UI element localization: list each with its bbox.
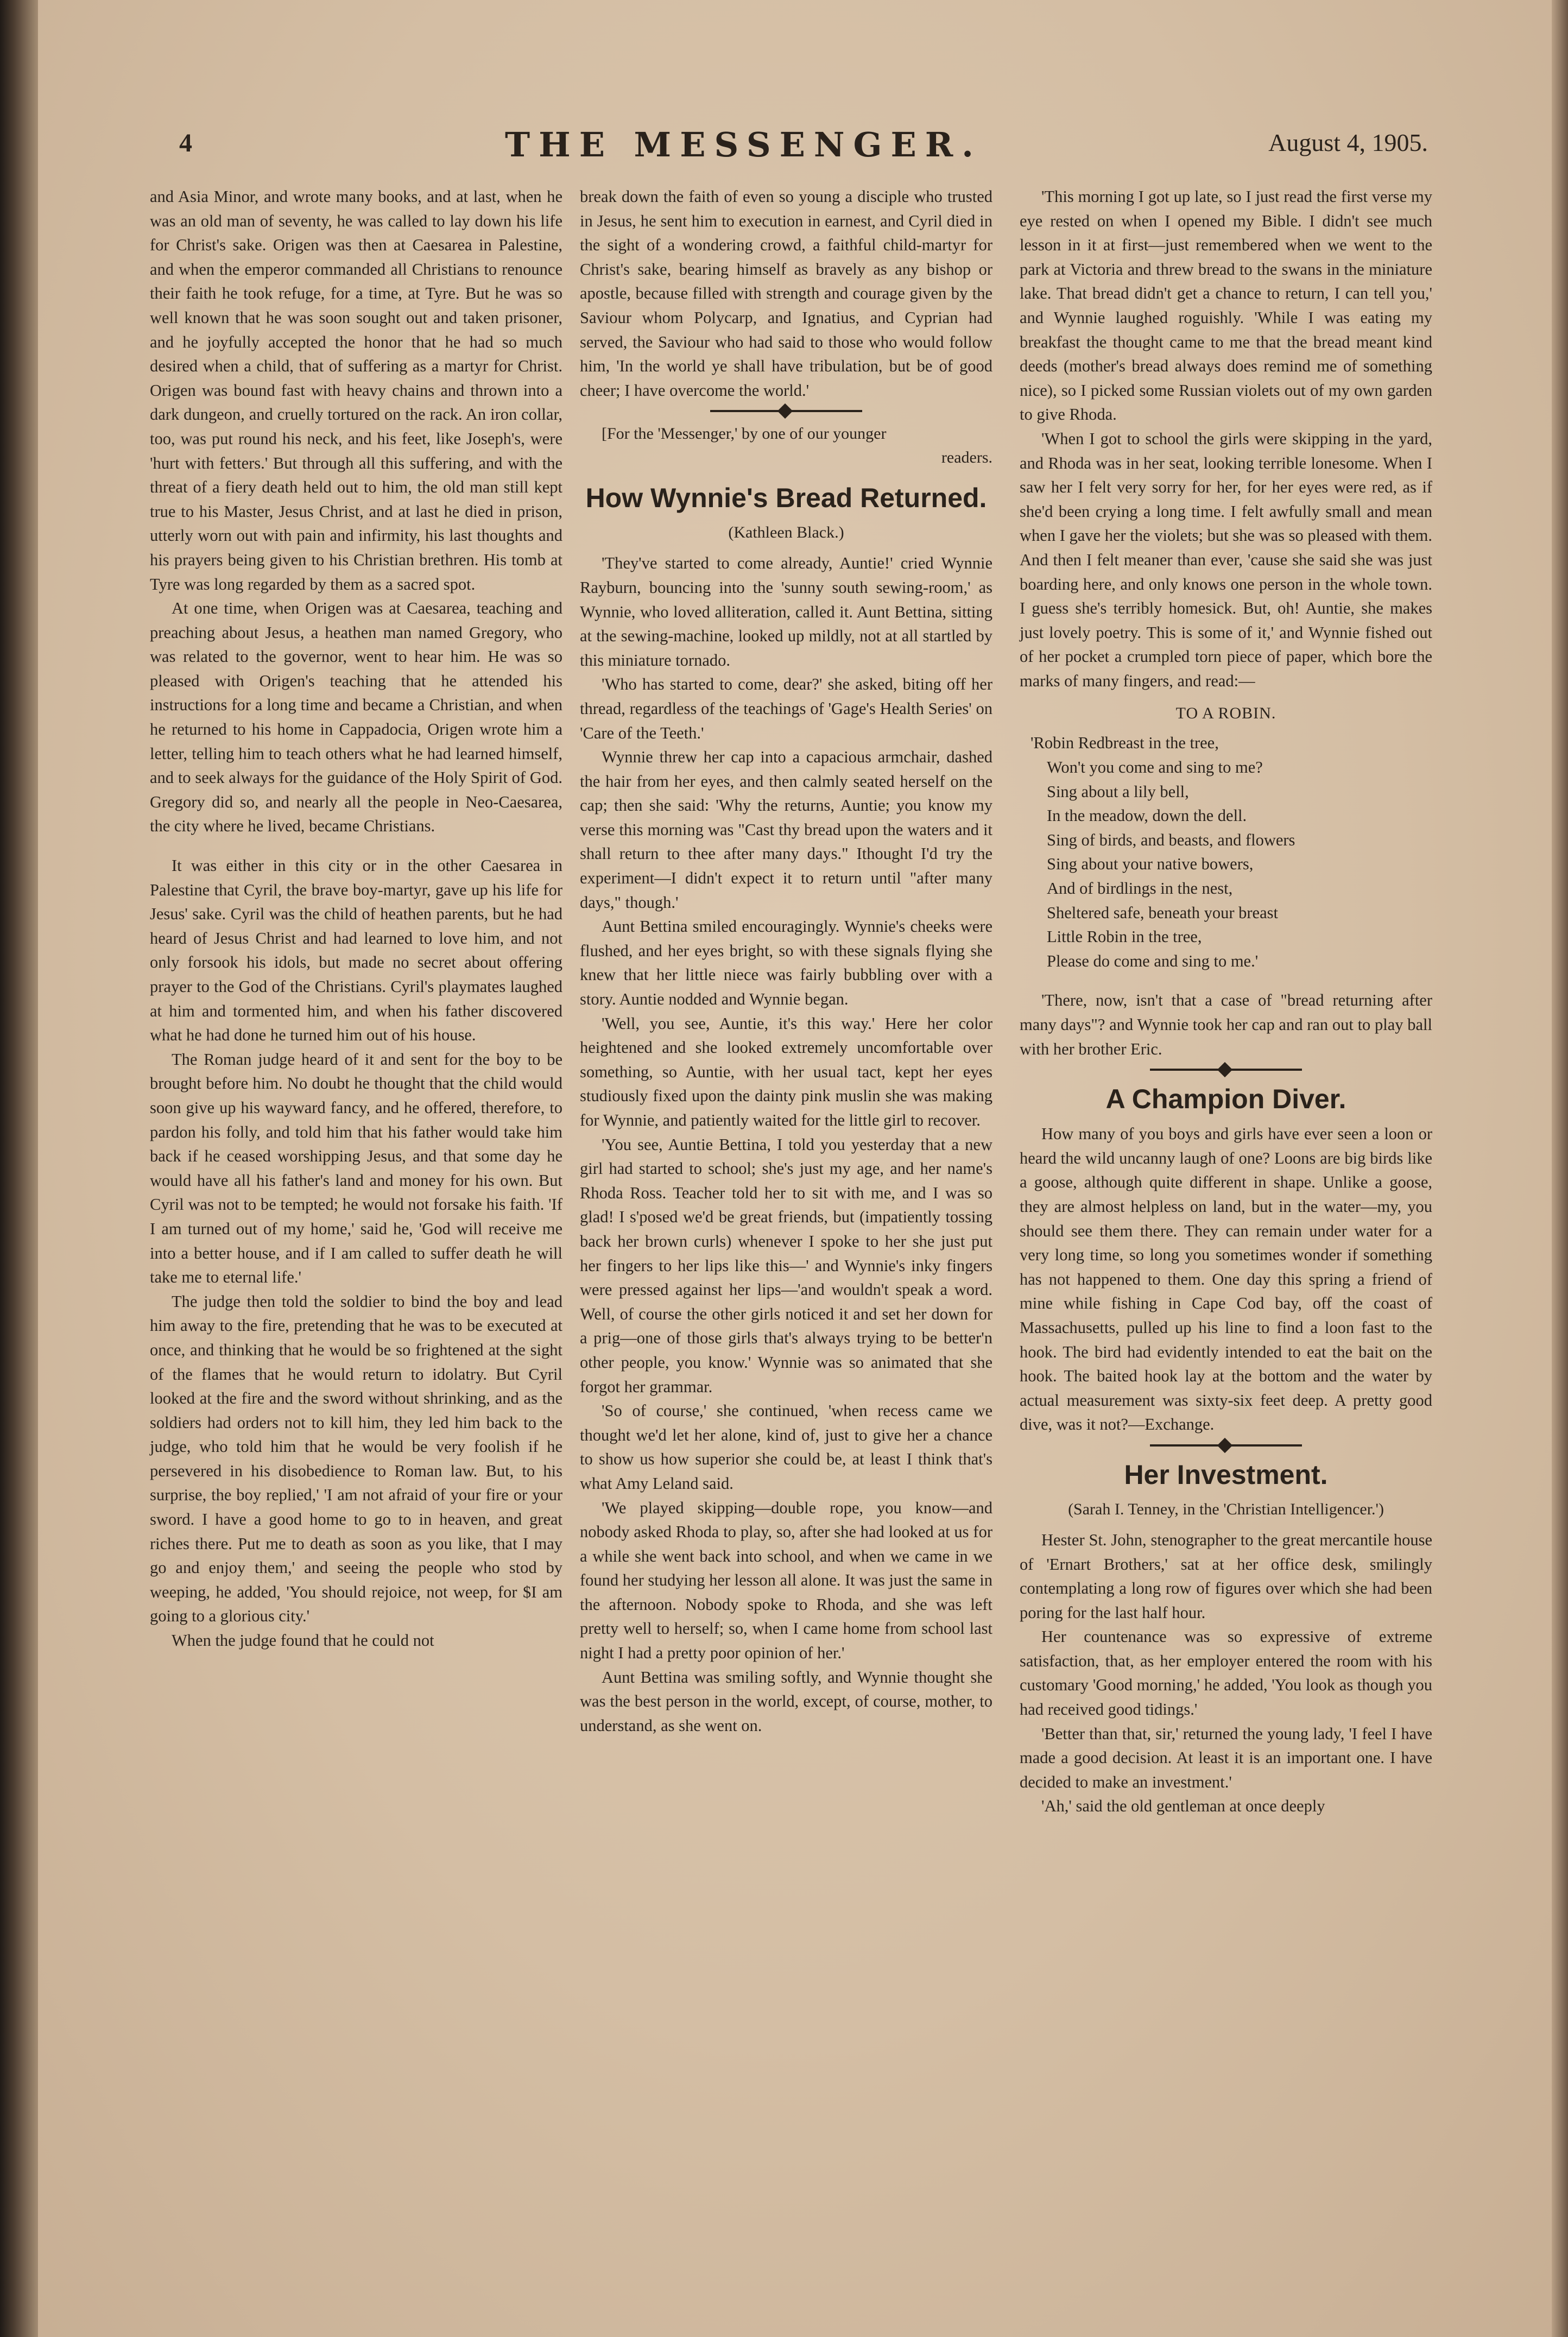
poem-line: Little Robin in the tree, (1047, 927, 1202, 946)
paragraph: Aunt Bettina was smiling softly, and Wynnie thought she was the best person in the world, except, of course, mother, to understand, as she went on. (580, 1668, 992, 1735)
poem-line: Won't you come and sing to me? (1047, 758, 1263, 777)
poem-line: Sheltered safe, beneath your breast (1047, 903, 1278, 922)
column-3 (1020, 185, 1432, 1818)
paragraph: 'They've started to come already, Auntie!' cried Wynnie Rayburn, bouncing into the 'sunny south sewing-room,' as Wynnie, who loved alliteration, called it. Aunt Bettina, sitting at the sewing-machine, looked up mildly, not at all startled by this miniature tornado. (580, 554, 992, 669)
paragraph: 'Who has started to come, dear?' she asked, biting off her thread, regardless of the teachings of 'Gage's Health Series' on 'Care of the Teeth.' (580, 675, 992, 742)
page-header (179, 125, 1428, 172)
paragraph: 'You see, Auntie Bettina, I told you yesterday that a new girl had started to school; she's just my age, and her name's Rhoda Ross. Teacher told her to sit with me, and I was so glad! I s'posed we'd be great friends, but (impatiently tossing back her brown curls) whenever I spoke to her she just put her fingers to her lips like this—' and Wynnie's inky fingers were pressed against her lips—'and wouldn't speak a word. Well, of course the other girls noticed it and set her down for a prig—one of those girls that's always trying to be better'n other people, you know.' Wynnie was so animated that she forgot her grammar. (580, 1135, 992, 1396)
poem-line: In the meadow, down the dell. (1047, 806, 1247, 825)
paragraph: Aunt Bettina smiled encouragingly. Wynnie's cheeks were flushed, and her eyes bright, so with these signals flying she knew that her little niece was fairly bubbling over with a story. Auntie nodded and Wynnie began. (580, 917, 992, 1009)
paragraph: and Asia Minor, and wrote many books, and at last, when he was an old man of seventy, he was called to lay down his life for Christ's sake. Origen was then at Caesarea in Palestine, and when the emperor commanded all Christians to renounce their faith he took refuge, for a time, at Tyre. But he was so well known that he was soon sought out and taken prisoner, and he joyfully accepted the honor that he had so much desired when a child, that of suffering as a martyr for Christ. Origen was bound fast with heavy chains and thrown into a dark dungeon, and cruelly tortured on the rack. An iron collar, too, was put round his neck, and his feet, like Joseph's, were 'hurt with fetters.' But through all this suffering, and with the threat of a fiery death held out to him, the old man still kept true to his Master, Jesus Christ, and at last he died in prison, utterly worn out with pain and infirmity, his last thoughts and his prayers being given to his Christian brethren. His tomb at Tyre was long regarded by them as a sacred spot. (150, 187, 562, 593)
paragraph: 'There, now, isn't that a case of "bread returning after many days"? and Wynnie took her cap and ran out to play ball with her brother Eric. (1020, 991, 1432, 1058)
paragraph: 'We played skipping—double rope, you know—and nobody asked Rhoda to play, so, after she had looked at us for a while she went back into school, and when we came in we found her studying her lesson all alone. It was just the same in the afternoon. Nobody spoke to Rhoda, and she was left pretty well to herself; so, when I came home from school last night I had a pretty poor opinion of her.' (580, 1498, 992, 1663)
poem-title: TO A ROBIN. (1175, 704, 1276, 723)
paragraph: The Roman judge heard of it and sent for the boy to be brought before him. No doubt he thought that the child would soon give up his wayward fancy, and he offered, therefore, to pardon his folly, and told him that his father would take him back if he ceased worshipping Jesus, and that some day he would have all his father's land and money for his own. But Cyril was not to be tempted; he would not forsake his faith. 'If I am turned out of my home,' said he, 'God will receive me into a better house, and if I am called to suffer death he will take me to eternal life.' (150, 1050, 562, 1287)
story-byline: (Sarah I. Tenney, in the 'Christian Intelligencer.') (1068, 1500, 1384, 1518)
paragraph: The judge then told the soldier to bind the boy and lead him away to the fire, pretending that he was to be executed at once, and thinking that he would be so frightened at the sight of the flames that he would return to idolatry. But Cyril looked at the fire and the sword without shrinking, and as the soldiers had orders not to kill him, they led him back to the judge, who told him that he would be very foolish if he persevered in his disobedience to Roman law. But, to his surprise, the boy replied,' 'I am not afraid of your fire or your sword. I have a good home to go to in heaven, and great riches there. Put me to death as soon as you like, that I may go and enjoy them,' and seeing the people who stod by weeping, he added, 'You should rejoice, not weep, for $I am going to a glorious city.' (150, 1292, 562, 1626)
poem-line: 'Robin Redbreast in the tree, (1030, 734, 1219, 753)
paragraph: It was either in this city or in the other Caesarea in Palestine that Cyril, the brave boy-martyr, gave up his life for Jesus' sake. Cyril was the child of heathen parents, but he had heard of Jesus Christ and had learned to love him, and not only forsook his idols, but made no secret about offering prayer to the God of the Christians. Cyril's playmates laughed at him and tormented him, and when his father discovered what he had done he turned him out of his house. (150, 856, 562, 1045)
paragraph: 'Ah,' said the old gentleman at once deeply (1041, 1797, 1325, 1816)
story-title: Her Investment. (1124, 1459, 1328, 1490)
paragraph: Wynnie threw her cap into a capacious armchair, dashed the hair from her eyes, and then calmly seated herself on the cap; then she said: 'Why the returns, Auntie; you know my verse this morning was "Cast thy bread upon the waters and it shall return to thee after many days." Ithought I'd try the experiment—I didn't expect it to return until "after many days," though.' (580, 748, 992, 912)
poem-line: Sing of birds, and beasts, and flowers (1047, 830, 1295, 849)
paragraph: 'When I got to school the girls were skipping in the yard, and Rhoda was in her seat, looking terrible lonesome. When I saw her I felt very sorry for her, for her eyes were red, as if she'd been crying a long time. I felt awfully small and mean when I gave her the violets; but she was so pleased with them. And then I felt meaner than ever, 'cause she said she was just boarding here, and only knows one person in the whole town. I guess she's terribly homesick. But, oh! Auntie, she makes just lovely poetry. This is some of it,' and Wynnie fished out of her pocket a crumpled torn piece of paper, which bore the marks of many fingers, and read:— (1020, 429, 1432, 690)
poem-line: And of birdlings in the nest, (1047, 879, 1233, 898)
poem-line: Please do come and sing to me.' (1047, 951, 1259, 970)
story-byline: (Kathleen Black.) (728, 523, 844, 542)
paragraph: At one time, when Origen was at Caesarea, teaching and preaching about Jesus, a heathen man named Gregory, who was related to the governor, went to hear him. He was so pleased with Origen's teaching that he attended his instructions for a long time and became a Christian, and when he returned to his home in Cappadocia, Origen wrote him a letter, telling him to teach others what he had learned himself, and to seek always for the guidance of the Holy Spirit of God. Gregory did so, and nearly all the people in Neo-Caesarea, the city where he lived, became Christians. (150, 599, 562, 836)
poem-line: Sing about a lily bell, (1047, 782, 1189, 801)
paragraph: 'This morning I got up late, so I just read the first verse my eye rested on when I opened my Bible. I didn't see much lesson in it at first—just remembered when we went to the park at Victoria and threw bread to the swans in the miniature lake. That bread didn't get a chance to return, I can tell you,' and Wynnie laughed roguishly. 'While I was eating my breakfast the thought came to me that the bread meant kind deeds (mother's bread always does remind me of something nice), so I picked some Russian violets out of my own garden to give Rhoda. (1020, 187, 1432, 424)
paragraph: How many of you boys and girls have ever seen a loon or heard the wild uncanny laugh of one? Loons are big birds like a goose, although quite different in shape. Unlike a goose, they are almost helpless on land, but in the water—my, you should see them there. They can remain under water for a very long time, so long you sometimes wonder if something has not happened to them. One day this spring a friend of mine while fishing in Cape Cod bay, off the coast of Massachusetts, pulled up his line to find a loon fast to the hook. The bird had evidently intended to eat the bait on the hook. The baited hook lay at the bottom and the water by actual measurement was sixty-six feet deep. A pretty good dive, was it not?—Exchange. (1020, 1125, 1432, 1434)
paragraph: Hester St. John, stenographer to the great mercantile house of 'Ernart Brothers,' sat at her office desk, smilingly contemplating a long row of figures over which she had been poring for the last half hour. (1020, 1530, 1432, 1622)
page-right-edge (1552, 0, 1568, 2337)
paragraph: When the judge found that he could not (172, 1631, 434, 1650)
paragraph-gap (1020, 973, 1432, 988)
paragraph: 'Well, you see, Auntie, it's this way.' Here her color heightened and she looked extremely uncomfortable over something, so Auntie, with her usual tact, kept her eyes studiously fixed upon the dainty pink muslin she was making for Wynnie, and patiently waited for the little girl to recover. (580, 1014, 992, 1129)
paragraph: 'So of course,' she continued, 'when recess came we thought we'd let her alone, kind of, just to give her a chance to show us how superior she could be, at least I think that's what Amy Leland said. (580, 1401, 992, 1493)
masthead-title: THE MESSENGER. (505, 125, 982, 165)
section-divider (710, 410, 862, 412)
page-binding-edge (0, 0, 38, 2337)
story-title: How Wynnie's Bread Returned. (585, 483, 987, 514)
editor-note-end: readers. (941, 449, 992, 467)
poem-line: Sing about your native bowers, (1047, 855, 1254, 874)
section-divider (1150, 1069, 1302, 1071)
story-title: A Champion Diver. (1105, 1084, 1346, 1115)
column-1 (150, 185, 562, 1653)
poem (1020, 731, 1432, 973)
paragraph: Her countenance was so expressive of extreme satisfaction, that, as her employer entered the room with his customary 'Good morning,' he added, 'You look as though you had received good tidings.' (1020, 1627, 1432, 1719)
paragraph: 'Better than that, sir,' returned the young lady, 'I feel I have made a good decision. At least it is an important one. I have decided to make an investment.' (1020, 1724, 1432, 1791)
section-divider (1150, 1444, 1302, 1447)
editor-note: [For the 'Messenger,' by one of our younger (602, 425, 887, 443)
issue-date: August 4, 1905. (1268, 129, 1428, 156)
column-2 (580, 185, 992, 1738)
page-number: 4 (179, 129, 192, 157)
paragraph: break down the faith of even so young a disciple who trusted in Jesus, he sent him to execution in earnest, and Cyril died in the sight of a wondering crowd, a faithful child-martyr for Christ's sake, bearing himself as bravely as any bishop or apostle, because filled with strength and courage given by the Saviour whom Polycarp, and Ignatius, and Cyprian had served, the Saviour who had said to those who would follow him, 'In the world ye shall have tribulation, but be of good cheer; I have overcome the world.' (580, 187, 992, 400)
paragraph-gap (150, 838, 562, 854)
